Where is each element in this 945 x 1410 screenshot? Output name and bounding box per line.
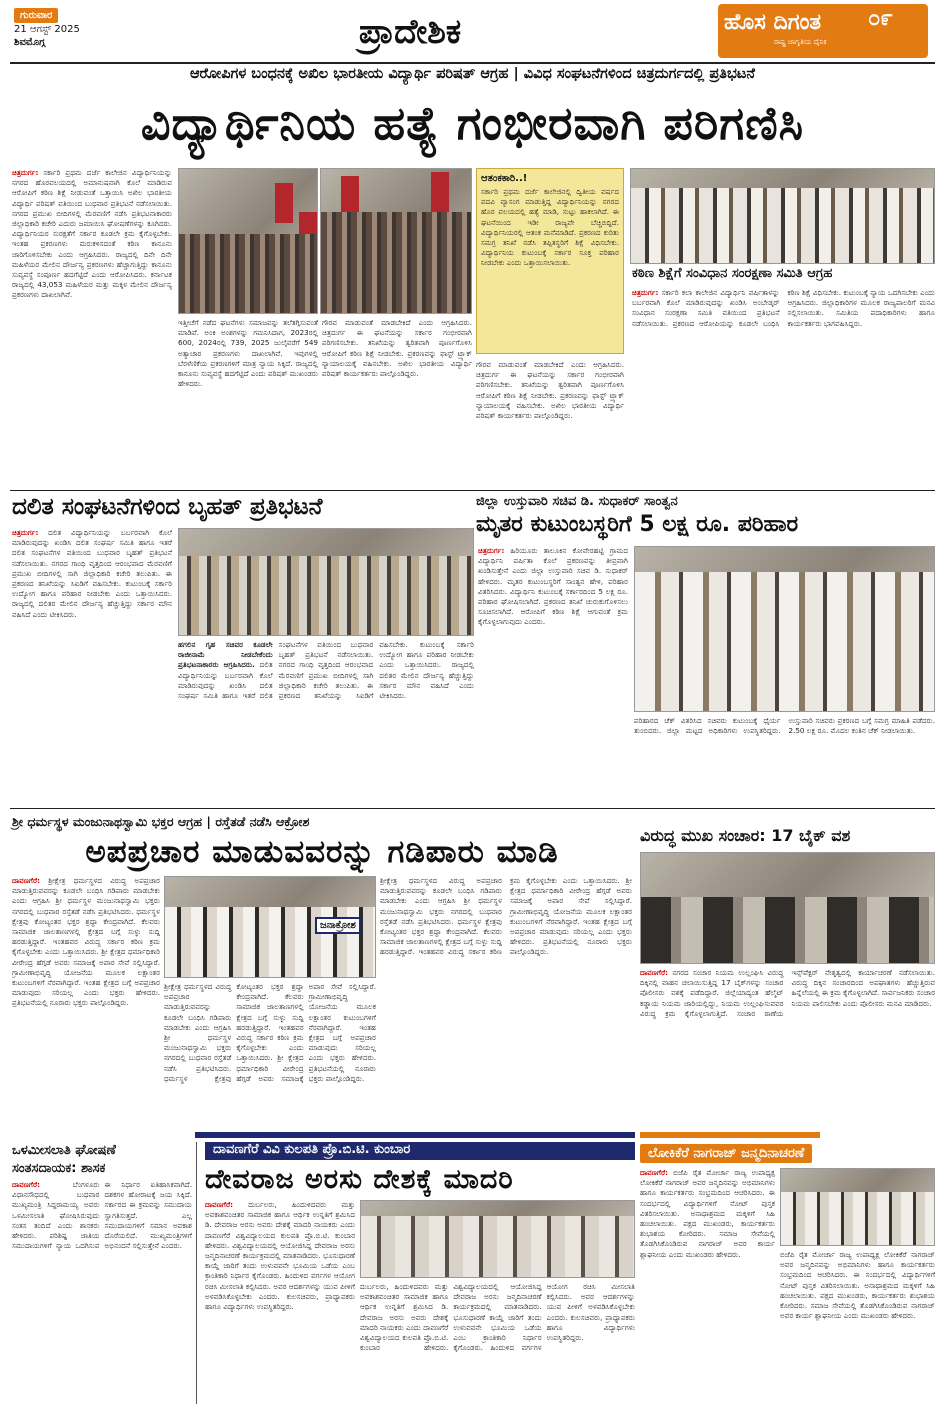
lead-body-col3: ಗೌರವ ಮಾಡುವಂತೆ ಮಾಡಬೇಕಿದೆ ಎಂದು ಆಗ್ರಹಿಸಿದರು. ಚಿತ್ರದುರ್ಗ ಈ ಘಟನೆಯನ್ನು ಸರ್ಕಾರ ಗಂಭೀರವಾಗಿ ಪರಿಗಣಿಸಬೇಕು. ತನಿಖೆಯನ್ನು ತ್ವರಿತವಾಗಿ ಪೂರ್ಣಗೊಳಿಸಿ ಆರೋಪಿಗೆ ಕಠಿಣ ಶಿಕ್ಷೆ ನೀಡಬೇಕು. ಪ್ರಕರಣವನ್ನು ಫಾಸ್ಟ್ ಟ್ರ್ಯಾಕ್ ನ್ಯಾಯಾಲಯಕ್ಕೆ ವಹಿಸಬೇಕು. ಅಖಿಲ ಭಾರತೀಯ ವಿದ್ಯಾರ್ಥಿ ಪರಿಷತ್ ಕಾರ್ಯಕರ್ತರು ಪಾಲ್ಗೊಂಡಿದ್ದರು. xyxy=(322,318,472,379)
relief-text: ಹಿರಿಯೂರು ತಾಲೂಕಿನ ಕೋವೇರಹಟ್ಟಿ ಗ್ರಾಮದ ವಿದ್ಯಾರ್ಥಿನಿ ವರ್ಷಿತಾ ಕೊಲೆ ಪ್ರಕರಣವನ್ನು ತೀವ್ರವಾಗಿ ಖಂಡಿಸುತ್ತೇನೆ ಎಂದು ಜಿಲ್ಲಾ ಉಸ್ತುವಾರಿ ಸಚಿವ ಡಿ. ಸುಧಾಕರ್ ಹೇಳಿದರು. ಮೃತರ ಕುಟುಂಬಸ್ಥರಿಗೆ ಸಾಂತ್ವನ ಹೇಳಿ, ಪರಿಹಾರ ವಿತರಿಸಿದರು. ವಿದ್ಯಾರ್ಥಿನಿ ಕುಟುಂಬಕ್ಕೆ ಸರ್ಕಾರದಿಂದ 5 ಲಕ್ಷ ರೂ. ಪರಿಹಾರ ಘೋಷಿಸಲಾಗಿದೆ. ಪ್ರಕರಣದ ತನಿಖೆ ಚುರುಕುಗೊಳಿಸಲು ಸೂಚಿಸಲಾಗಿದೆ. ಆರೋಪಿಗೆ ಕಠಿಣ ಶಿಕ್ಷೆ ಆಗುವಂತೆ ಕ್ರಮ ಕೈಗೊಳ್ಳಲಾಗುವುದು ಎಂದರು. xyxy=(478,546,628,627)
dharmasthala-body xyxy=(12,876,160,1128)
bikes-photo xyxy=(640,852,935,964)
reservation-body xyxy=(12,1180,192,1404)
lead-body-col1 xyxy=(12,168,172,488)
reservation-dateline: ದಾವಣಗೆರೆ: xyxy=(12,1180,41,1189)
lead-dateline: ಚಿತ್ರದುರ್ಗ: xyxy=(12,168,39,177)
reservation-text: ಬೆಂಗಳೂರು ವಿಧಾನಸೌಧದಲ್ಲಿ ಬುಧವಾರ ಮುಖ್ಯಮಂತ್ರಿ ಸಿದ್ದರಾಮಯ್ಯ ಅವರು ಒಳಮೀಸಲಾತಿ ಘೋಷಿಸಿರುವುದು ಸಂತಸ ತಂದಿದೆ ಎಂದು ಶಾಸಕರು ಹೇಳಿದರು. ಪರಿಶಿಷ್ಟ ಜಾತಿಯ ಸಮುದಾಯಗಳಿಗೆ ನ್ಯಾಯ ಒದಗಿಸುವ ಈ ನಿರ್ಧಾರ ಐತಿಹಾಸಿಕವಾಗಿದೆ. ದಶಕಗಳ ಹೋರಾಟಕ್ಕೆ ಜಯ ಸಿಕ್ಕಿದೆ. ಸರ್ಕಾರದ ಈ ಕ್ರಮವನ್ನು ಸಮುದಾಯ ಸ್ವಾಗತಿಸುತ್ತದೆ. ಎಲ್ಲ ಸಮುದಾಯಗಳಿಗೆ ಸಮಾನ ಅವಕಾಶ ದೊರೆಯಲಿದೆ. ಮುಖ್ಯಮಂತ್ರಿಗಳಿಗೆ ಅಭಿನಂದನೆ ಸಲ್ಲಿಸುತ್ತೇನೆ ಎಂದರು. xyxy=(12,1180,192,1251)
lead-body-col4: ಗೌರವ ಮಾಡುವಂತೆ ಮಾಡಬೇಕಿದೆ ಎಂದು ಆಗ್ರಹಿಸಿದರು. ಚಿತ್ರದುರ್ಗ ಈ ಘಟನೆಯನ್ನು ಸರ್ಕಾರ ಗಂಭೀರವಾಗಿ ಪರಿಗಣಿಸಬೇಕು. ತನಿಖೆಯನ್ನು ತ್ವರಿತವಾಗಿ ಪೂರ್ಣಗೊಳಿಸಿ ಆರೋಪಿಗೆ ಕಠಿಣ ಶಿಕ್ಷೆ ನೀಡಬೇಕು. ಪ್ರಕರಣವನ್ನು ಫಾಸ್ಟ್ ಟ್ರ್ಯಾಕ್ ನ್ಯಾಯಾಲಯಕ್ಕೆ ವಹಿಸಬೇಕು. ಅಖಿಲ ಭಾರತೀಯ ವಿದ್ಯಾರ್ಥಿ ಪರಿಷತ್ ಕಾರ್ಯಕರ್ತರು ಪಾಲ್ಗೊಂಡಿದ್ದರು. xyxy=(476,360,624,421)
lead-kicker: ಆರೋಪಿಗಳ ಬಂಧನಕ್ಕೆ ಅಖಿಲ ಭಾರತೀಯ ವಿದ್ಯಾರ್ಥಿ ಪರಿಷತ್ ಆಗ್ರಹ | ವಿವಿಧ ಸಂಘಟನೆಗಳಿಂದ ಚಿತ್ರದುರ್ಗದಲ್ಲಿ ಪ್ರತಿಭಟನೆ xyxy=(189,66,755,82)
alert-box-title: ಆತಂಕಕಾರಿ..! xyxy=(481,173,528,184)
alert-box-text: ಸರ್ಕಾರಿ ಪ್ರಥಮ ದರ್ಜೆ ಕಾಲೇಜಿನಲ್ಲಿ ದ್ವಿತೀಯ ವರ್ಷದ ಪದವಿ ವ್ಯಾಸಂಗ ಮಾಡುತ್ತಿದ್ದ ವಿದ್ಯಾರ್ಥಿನಿಯನ್ನು ನಗರದ ಹೊರ ವಲಯದಲ್ಲಿ ಹತ್ಯೆ ಮಾಡಿ, ಸುಟ್ಟು ಹಾಕಲಾಗಿದೆ. ಈ ಘಟನೆಯಿಂದ ಇಡೀ ರಾಜ್ಯವೇ ಬೆಚ್ಚಿಬಿದ್ದಿದೆ. ವಿದ್ಯಾರ್ಥಿನಿಯರಲ್ಲಿ ಆತಂಕ ಮನೆಮಾಡಿದೆ. ಪ್ರಕರಣದ ಕುರಿತು ಸಮಗ್ರ ತನಿಖೆ ನಡೆಸಿ ತಪ್ಪಿತಸ್ಥರಿಗೆ ಶಿಕ್ಷೆ ವಿಧಿಸಬೇಕು. ವಿದ್ಯಾರ್ಥಿನಿಯ ಕುಟುಂಬಕ್ಕೆ ಸರ್ಕಾರ ಸೂಕ್ತ ಪರಿಹಾರ ನೀಡಬೇಕು ಎಂದು ಒತ್ತಾಯಿಸಲಾಯಿತು. xyxy=(481,187,619,268)
brand-tagline: ರಾಷ್ಟ್ರ ಜಾಗೃತಿಯ ದೈನಿಕ xyxy=(774,38,827,46)
relief-headline: ಮೃತರ ಕುಟುಂಬಸ್ಥರಿಗೆ 5 ಲಕ್ಷ ರೂ. ಪರಿಹಾರ xyxy=(476,512,799,537)
lead-photo-crowd xyxy=(320,168,472,314)
weekday: ಗುರುವಾರ xyxy=(14,8,58,23)
samiti-headline: ಕಠಿಣ ಶಿಕ್ಷೆಗೆ ಸಂವಿಧಾನ ಸಂರಕ್ಷಣಾ ಸಮಿತಿ ಆಗ್ರಹ xyxy=(632,266,833,281)
janakrosha-banner: ಜನಾಕ್ರೋಶ xyxy=(315,917,361,934)
relief-kicker: ಜಿಲ್ಲಾ ಉಸ್ತುವಾರಿ ಸಚಿವ ಡಿ. ಸುಧಾಕರ್ ಸಾಂತ್ವನ xyxy=(476,494,678,509)
lokikere-headline: ಲೋಕಿಕೆರೆ ನಾಗರಾಜ್ ಜನ್ಮದಿನಾಚರಣೆ xyxy=(640,1144,812,1163)
relief-body-2: ಪರಿಹಾರದ ಚೆಕ್ ವಿತರಿಸಿದ ಸಚಿವರು ಕುಟುಂಬಕ್ಕೆ ಧೈರ್ಯ ತುಂಬಿದರು. ಜಿಲ್ಲಾ ಮಟ್ಟದ ಅಧಿಕಾರಿಗಳು ಉಪಸ್ಥಿತರಿದ್ದರು. ಉಸ್ತುವಾರಿ ಸಚಿವರು ಪ್ರಕರಣದ ಬಗ್ಗೆ ಸಮಗ್ರ ಮಾಹಿತಿ ಪಡೆದರು. 2.50 ಲಕ್ಷ ರೂ. ಮೊದಲ ಕಂತಿನ ಚೆಕ್ ನೀಡಲಾಯಿತು. xyxy=(634,716,935,736)
dalit-body xyxy=(12,528,172,804)
dharmasthala-body-3: ಶ್ರೀಕ್ಷೇತ್ರ ಧರ್ಮಸ್ಥಳದ ವಿರುದ್ಧ ಅಪಪ್ರಚಾರ ಮಾಡುತ್ತಿರುವವರನ್ನು ಕೂಡಲೇ ಬಂಧಿಸಿ ಗಡಿಪಾರು ಮಾಡಬೇಕು ಎಂದು ಆಗ್ರಹಿಸಿ ಶ್ರೀ ಧರ್ಮಸ್ಥಳ ಮಂಜುನಾಥಸ್ವಾಮಿ ಭಕ್ತರು ನಗರದಲ್ಲಿ ಬುಧವಾರ ರಸ್ತೆತಡೆ ನಡೆಸಿ ಪ್ರತಿಭಟಿಸಿದರು. ಧರ್ಮಸ್ಥಳ ಕ್ಷೇತ್ರವು ಕೋಟ್ಯಂತರ ಭಕ್ತರ ಶ್ರದ್ಧಾ ಕೇಂದ್ರವಾಗಿದೆ. ಕೆಲವರು ಸಾಮಾಜಿಕ ಜಾಲತಾಣಗಳಲ್ಲಿ ಕ್ಷೇತ್ರದ ಬಗ್ಗೆ ಸುಳ್ಳು ಸುದ್ದಿ ಹರಡುತ್ತಿದ್ದಾರೆ. ಇಂತಹವರ ವಿರುದ್ಧ ಸರ್ಕಾರ ಕಠಿಣ ಕ್ರಮ ಕೈಗೊಳ್ಳಬೇಕು ಎಂದು ಒತ್ತಾಯಿಸಿದರು. ಶ್ರೀ ಕ್ಷೇತ್ರದ ಧರ್ಮಾಧಿಕಾರಿ ವೀರೇಂದ್ರ ಹೆಗ್ಗಡೆ ಅವರು ಸಮಾಜಕ್ಕೆ ಅಪಾರ ಸೇವೆ ಸಲ್ಲಿಸಿದ್ದಾರೆ. ಗ್ರಾಮೀಣಾಭಿವೃದ್ಧಿ ಯೋಜನೆಯ ಮೂಲಕ ಲಕ್ಷಾಂತರ ಕುಟುಂಬಗಳಿಗೆ ನೆರವಾಗಿದ್ದಾರೆ. ಇಂತಹ ಕ್ಷೇತ್ರದ ಬಗ್ಗೆ ಅಪಪ್ರಚಾರ ಮಾಡುವುದು ಸರಿಯಲ್ಲ ಎಂದು ಭಕ್ತರು ಹೇಳಿದರು. ಪ್ರತಿಭಟನೆಯಲ್ಲಿ ನೂರಾರು ಭಕ್ತರು ಪಾಲ್ಗೊಂಡಿದ್ದರು. xyxy=(380,876,632,957)
dharmasthala-kicker: ಶ್ರೀ ಧರ್ಮಸ್ಥಳ ಮಂಜುನಾಥಸ್ವಾಮಿ ಭಕ್ತರ ಆಗ್ರಹ | ರಸ್ತೆತಡೆ ನಡೆಸಿ ಆಕ್ರೋಶ xyxy=(12,814,310,829)
lokikere-photo xyxy=(780,1168,935,1246)
dalit-photo xyxy=(178,528,474,636)
alert-box xyxy=(476,168,624,354)
bikes-body xyxy=(640,968,935,1128)
relief-photo-minister xyxy=(634,546,935,712)
city: ಶಿವಮೊಗ್ಗ xyxy=(14,37,46,48)
lead-photo-protest xyxy=(178,168,318,314)
relief-dateline: ಚಿತ್ರದುರ್ಗ: xyxy=(478,546,505,555)
date: 21 ಆಗಸ್ಟ್ 2025 xyxy=(14,24,80,35)
masthead-logo xyxy=(718,4,928,58)
lead-text-1: ಸರ್ಕಾರಿ ಪ್ರಥಮ ದರ್ಜೆ ಕಾಲೇಜಿನ ವಿದ್ಯಾರ್ಥಿನಿಯನ್ನು ನಗರದ ಹೊರವಲಯದಲ್ಲಿ ಅಮಾನುಷವಾಗಿ ಕೊಲೆ ಮಾಡಿರುವ ಆರೋಪಿಗೆ ಕಠಿಣ ಶಿಕ್ಷೆ ನೀಡುವಂತೆ ಒತ್ತಾಯಿಸಿ ಅಖಿಲ ಭಾರತೀಯ ವಿದ್ಯಾರ್ಥಿ ಪರಿಷತ್ ವತಿಯಿಂದ ಬುಧವಾರ ಪ್ರತಿಭಟನೆ ನಡೆಸಲಾಯಿತು. ನಗರದ ಪ್ರಮುಖ ಬೀದಿಗಳಲ್ಲಿ ಮೆರವಣಿಗೆ ನಡೆಸಿ ಪ್ರತಿಭಟನಾಕಾರರು ಜಿಲ್ಲಾಧಿಕಾರಿ ಕಚೇರಿ ಎದುರು ಜಮಾಯಿಸಿ ಘೋಷಣೆಗಳನ್ನು ಕೂಗಿದರು. ವಿದ್ಯಾರ್ಥಿನಿಯರ ಸುರಕ್ಷತೆಗೆ ಸರ್ಕಾರ ಕೂಡಲೇ ಕ್ರಮ ಕೈಗೊಳ್ಳಬೇಕು. ಇಂತಹ ಪ್ರಕರಣಗಳು ಮರುಕಳಿಸದಂತೆ ಕಠಿಣ ಕಾನೂನು ಜಾರಿಗೊಳಿಸಬೇಕು ಎಂದು ಆಗ್ರಹಿಸಿದರು. ರಾಜ್ಯದಲ್ಲಿ ದಿನೇ ದಿನೇ ಮಹಿಳೆಯರ ಮೇಲಿನ ದೌರ್ಜನ್ಯ ಪ್ರಕರಣಗಳು ಹೆಚ್ಚಾಗುತ್ತಿದ್ದು ಕಾನೂನು ಸುವ್ಯವಸ್ಥೆ ಸಂಪೂರ್ಣ ಹದಗೆಟ್ಟಿದೆ ಎಂದು ಆರೋಪಿಸಿದರು. ಕರ್ನಾಟಕ ರಾಜ್ಯದಲ್ಲಿ 43,053 ಮಹಿಳೆಯರ ಮತ್ತು ಮಕ್ಕಳ ಮೇಲಿನ ದೌರ್ಜನ್ಯ ಪ್ರಕರಣಗಳು ದಾಖಲಾಗಿವೆ. xyxy=(12,168,172,300)
lokikere-headline-wrap xyxy=(640,1142,935,1162)
devaraj-kicker: ದಾವಣಗೆರೆ ವಿವಿ ಕುಲಪತಿ ಪ್ರೊ.ಬಿ.ಟಿ. ಕುಂಬಾರ xyxy=(205,1142,635,1160)
dalit-dateline: ಚಿತ್ರದುರ್ಗ: xyxy=(12,528,39,537)
devaraj-body-2: ದುರ್ಬಲರು, ಹಿಂದುಳಿದವರು ಮತ್ತು ಅವಕಾಶವಂಚಿತರ ಸಾಮಾಜಿಕ ಹಾಗೂ ಆರ್ಥಿಕ ಉನ್ನತಿಗೆ ಶ್ರಮಿಸಿದ ಡಿ. ದೇವರಾಜ ಅರಸು ಅವರು ದೇಶಕ್ಕೆ ಮಾದರಿ ನಾಯಕರು ಎಂದು ದಾವಣಗೆರೆ ವಿಶ್ವವಿದ್ಯಾಲಯದ ಕುಲಪತಿ ಪ್ರೊ.ಬಿ.ಟಿ. ಕುಂಬಾರ ಹೇಳಿದರು. ವಿಶ್ವವಿದ್ಯಾಲಯದಲ್ಲಿ ಆಯೋಜಿಸಿದ್ದ ದೇವರಾಜ ಅರಸು ಜನ್ಮದಿನಾಚರಣೆ ಕಾರ್ಯಕ್ರಮದಲ್ಲಿ ಮಾತನಾಡಿದರು. ಭೂಸುಧಾರಣೆ ಕಾಯ್ದೆ ಜಾರಿಗೆ ತಂದು ಉಳುವವನೇ ಭೂಮಿಯ ಒಡೆಯ ಎಂಬ ಕ್ರಾಂತಿಕಾರಿ ನಿರ್ಧಾರ ಕೈಗೊಂಡರು. ಹಿಂದುಳಿದ ವರ್ಗಗಳ ಆಯೋಗ ರಚಿಸಿ ಮೀಸಲಾತಿ ಕಲ್ಪಿಸಿದರು. ಅವರ ಆದರ್ಶಗಳನ್ನು ಯುವ ಪೀಳಿಗೆ ಅಳವಡಿಸಿಕೊಳ್ಳಬೇಕು ಎಂದರು. ಕುಲಸಚಿವರು, ಪ್ರಾಧ್ಯಾಪಕರು ಹಾಗೂ ವಿದ್ಯಾರ್ಥಿಗಳು ಉಪಸ್ಥಿತರಿದ್ದರು. xyxy=(360,1282,635,1353)
bikes-headline: ವಿರುದ್ಧ ಮುಖ ಸಂಚಾರ: 17 ಬೈಕ್ ವಶ xyxy=(640,826,851,845)
lead-body-col2: ಇತ್ತೀಚೆಗೆ ನಡೆದ ಘಟನೆಗಳು ಸಮಾಜವನ್ನು ತಲೆತಗ್ಗಿಸುವಂತೆ ಮಾಡಿವೆ. ಅಂಕಿ ಅಂಶಗಳನ್ನು ಗಮನಿಸಿದಾಗ, 2023ರಲ್ಲಿ 600, 2024ರಲ್ಲಿ 739, 2025 ಜುಲೈವರೆಗೆ 549 ಅತ್ಯಾಚಾರ ಪ್ರಕರಣಗಳು ದಾಖಲಾಗಿವೆ. ಇವುಗಳಲ್ಲಿ ಬೆರಳೆಣಿಕೆಯ ಪ್ರಕರಣಗಳಿಗೆ ಮಾತ್ರ ನ್ಯಾಯ ಸಿಕ್ಕಿದೆ. ರಾಜ್ಯದಲ್ಲಿ ಕಾನೂನು ಸುವ್ಯವಸ್ಥೆ ಹದಗೆಟ್ಟಿದೆ ಎಂದು ಪರಿಷತ್ ಮುಖಂಡರು ಹೇಳಿದರು. xyxy=(178,318,318,389)
row-rule-2 xyxy=(10,808,935,809)
samiti-text: ಸರ್ಕಾರಿ ಕಲಾ ಕಾಲೇಜಿನ ವಿದ್ಯಾರ್ಥಿನಿ ವರ್ಷಿತಾಳನ್ನು ಬರ್ಬರವಾಗಿ ಕೊಲೆ ಮಾಡಿರುವುದನ್ನು ಖಂಡಿಸಿ ಅಂಬೇಡ್ಕರ್ ಸಂವಿಧಾನ ಸಂರಕ್ಷಣಾ ಸಮಿತಿ ವತಿಯಿಂದ ಪ್ರತಿಭಟನೆ ನಡೆಸಲಾಯಿತು. ಪ್ರಕರಣದ ಆರೋಪಿಯನ್ನು ಕೂಡಲೇ ಬಂಧಿಸಿ ಕಠಿಣ ಶಿಕ್ಷೆ ವಿಧಿಸಬೇಕು. ಕುಟುಂಬಕ್ಕೆ ನ್ಯಾಯ ಒದಗಿಸಬೇಕು ಎಂದು ಆಗ್ರಹಿಸಿದರು. ಜಿಲ್ಲಾಧಿಕಾರಿಗಳ ಮೂಲಕ ರಾಜ್ಯಪಾಲರಿಗೆ ಮನವಿ ಸಲ್ಲಿಸಲಾಯಿತು. ಸಮಿತಿಯ ಪದಾಧಿಕಾರಿಗಳು ಹಾಗೂ ಕಾರ್ಯಕರ್ತರು ಭಾಗವಹಿಸಿದ್ದರು. xyxy=(632,288,935,328)
lokikere-dateline: ದಾವಣಗೆರೆ: xyxy=(640,1168,669,1177)
devaraj-dateline: ದಾವಣಗೆರೆ: xyxy=(205,1200,234,1209)
dalit-text-2: ದಲಿತ ವಿದ್ಯಾರ್ಥಿನಿಯನ್ನು ಬರ್ಬರವಾಗಿ ಕೊಲೆ ಮಾಡಿರುವುದನ್ನು ಖಂಡಿಸಿ ದಲಿತ ಸಂಘರ್ಷ ಸಮಿತಿ ಹಾಗೂ ಇತರೆ ದಲಿತ ಸಂಘಟನೆಗಳ ವತಿಯಿಂದ ಬುಧವಾರ ಬೃಹತ್ ಪ್ರತಿಭಟನೆ ನಡೆಸಲಾಯಿತು. ನಗರದ ಗಾಂಧಿ ವೃತ್ತದಿಂದ ಆರಂಭವಾದ ಮೆರವಣಿಗೆ ಪ್ರಮುಖ ಬೀದಿಗಳಲ್ಲಿ ಸಾಗಿ ಜಿಲ್ಲಾಧಿಕಾರಿ ಕಚೇರಿ ತಲುಪಿತು. ಈ ಪ್ರಕರಣದ ತನಿಖೆಯನ್ನು ಸಿಐಡಿಗೆ ವಹಿಸಬೇಕು. ಕುಟುಂಬಕ್ಕೆ ಸರ್ಕಾರಿ ಉದ್ಯೋಗ ಹಾಗೂ ಪರಿಹಾರ ನೀಡಬೇಕು ಎಂದು ಒತ್ತಾಯಿಸಿದರು. ರಾಜ್ಯದಲ್ಲಿ ದಲಿತರ ಮೇಲಿನ ದೌರ್ಜನ್ಯ ಹೆಚ್ಚುತ್ತಿದ್ದು ಸರ್ಕಾರ ಮೌನ ವಹಿಸಿದೆ ಎಂದು ಟೀಕಿಸಿದರು. xyxy=(178,640,474,701)
header-rule xyxy=(10,62,935,64)
reservation-headline xyxy=(12,1142,192,1178)
edition-date-block xyxy=(14,8,134,48)
section-title: ಪ್ರಾದೇಶಿಕ xyxy=(358,12,462,52)
dalit-body-2 xyxy=(178,640,474,804)
devaraj-photo xyxy=(360,1200,635,1278)
dharmasthala-headline: ಅಪಪ್ರಚಾರ ಮಾಡುವವರನ್ನು ಗಡಿಪಾರು ಮಾಡಿ xyxy=(85,834,559,870)
samiti-group-photo xyxy=(630,168,935,264)
relief-body xyxy=(478,546,628,804)
dharmasthala-body-2: ಶ್ರೀಕ್ಷೇತ್ರ ಧರ್ಮಸ್ಥಳದ ವಿರುದ್ಧ ಅಪಪ್ರಚಾರ ಮಾಡುತ್ತಿರುವವರನ್ನು ಕೂಡಲೇ ಬಂಧಿಸಿ ಗಡಿಪಾರು ಮಾಡಬೇಕು ಎಂದು ಆಗ್ರಹಿಸಿ ಶ್ರೀ ಧರ್ಮಸ್ಥಳ ಮಂಜುನಾಥಸ್ವಾಮಿ ಭಕ್ತರು ನಗರದಲ್ಲಿ ಬುಧವಾರ ರಸ್ತೆತಡೆ ನಡೆಸಿ ಪ್ರತಿಭಟಿಸಿದರು. ಧರ್ಮಸ್ಥಳ ಕ್ಷೇತ್ರವು ಕೋಟ್ಯಂತರ ಭಕ್ತರ ಶ್ರದ್ಧಾ ಕೇಂದ್ರವಾಗಿದೆ. ಕೆಲವರು ಸಾಮಾಜಿಕ ಜಾಲತಾಣಗಳಲ್ಲಿ ಕ್ಷೇತ್ರದ ಬಗ್ಗೆ ಸುಳ್ಳು ಸುದ್ದಿ ಹರಡುತ್ತಿದ್ದಾರೆ. ಇಂತಹವರ ವಿರುದ್ಧ ಸರ್ಕಾರ ಕಠಿಣ ಕ್ರಮ ಕೈಗೊಳ್ಳಬೇಕು ಎಂದು ಒತ್ತಾಯಿಸಿದರು. ಶ್ರೀ ಕ್ಷೇತ್ರದ ಧರ್ಮಾಧಿಕಾರಿ ವೀರೇಂದ್ರ ಹೆಗ್ಗಡೆ ಅವರು ಸಮಾಜಕ್ಕೆ ಅಪಾರ ಸೇವೆ ಸಲ್ಲಿಸಿದ್ದಾರೆ. ಗ್ರಾಮೀಣಾಭಿವೃದ್ಧಿ ಯೋಜನೆಯ ಮೂಲಕ ಲಕ್ಷಾಂತರ ಕುಟುಂಬಗಳಿಗೆ ನೆರವಾಗಿದ್ದಾರೆ. ಇಂತಹ ಕ್ಷೇತ್ರದ ಬಗ್ಗೆ ಅಪಪ್ರಚಾರ ಮಾಡುವುದು ಸರಿಯಲ್ಲ ಎಂದು ಭಕ್ತರು ಹೇಳಿದರು. ಪ್ರತಿಭಟನೆಯಲ್ಲಿ ನೂರಾರು ಭಕ್ತರು ಪಾಲ್ಗೊಂಡಿದ್ದರು. xyxy=(164,982,376,1083)
reservation-headline-l2: ಸಂತಸದಾಯಕ: ಶಾಸಕ xyxy=(12,1161,106,1176)
column-divider xyxy=(196,1142,197,1404)
lead-headline: ವಿದ್ಯಾರ್ಥಿನಿಯ ಹತ್ಯೆ ಗಂಭೀರವಾಗಿ ಪರಿಗಣಿಸಿ xyxy=(140,96,805,150)
dharmasthala-text: ಶ್ರೀಕ್ಷೇತ್ರ ಧರ್ಮಸ್ಥಳದ ವಿರುದ್ಧ ಅಪಪ್ರಚಾರ ಮಾಡುತ್ತಿರುವವರನ್ನು ಕೂಡಲೇ ಬಂಧಿಸಿ ಗಡಿಪಾರು ಮಾಡಬೇಕು ಎಂದು ಆಗ್ರಹಿಸಿ ಶ್ರೀ ಧರ್ಮಸ್ಥಳ ಮಂಜುನಾಥಸ್ವಾಮಿ ಭಕ್ತರು ನಗರದಲ್ಲಿ ಬುಧವಾರ ರಸ್ತೆತಡೆ ನಡೆಸಿ ಪ್ರತಿಭಟಿಸಿದರು. ಧರ್ಮಸ್ಥಳ ಕ್ಷೇತ್ರವು ಕೋಟ್ಯಂತರ ಭಕ್ತರ ಶ್ರದ್ಧಾ ಕೇಂದ್ರವಾಗಿದೆ. ಕೆಲವರು ಸಾಮಾಜಿಕ ಜಾಲತಾಣಗಳಲ್ಲಿ ಕ್ಷೇತ್ರದ ಬಗ್ಗೆ ಸುಳ್ಳು ಸುದ್ದಿ ಹರಡುತ್ತಿದ್ದಾರೆ. ಇಂತಹವರ ವಿರುದ್ಧ ಸರ್ಕಾರ ಕಠಿಣ ಕ್ರಮ ಕೈಗೊಳ್ಳಬೇಕು ಎಂದು ಒತ್ತಾಯಿಸಿದರು. ಶ್ರೀ ಕ್ಷೇತ್ರದ ಧರ್ಮಾಧಿಕಾರಿ ವೀರೇಂದ್ರ ಹೆಗ್ಗಡೆ ಅವರು ಸಮಾಜಕ್ಕೆ ಅಪಾರ ಸೇವೆ ಸಲ್ಲಿಸಿದ್ದಾರೆ. ಗ್ರಾಮೀಣಾಭಿವೃದ್ಧಿ ಯೋಜನೆಯ ಮೂಲಕ ಲಕ್ಷಾಂತರ ಕುಟುಂಬಗಳಿಗೆ ನೆರವಾಗಿದ್ದಾರೆ. ಇಂತಹ ಕ್ಷೇತ್ರದ ಬಗ್ಗೆ ಅಪಪ್ರಚಾರ ಮಾಡುವುದು ಸರಿಯಲ್ಲ ಎಂದು ಭಕ್ತರು ಹೇಳಿದರು. ಪ್ರತಿಭಟನೆಯಲ್ಲಿ ನೂರಾರು ಭಕ್ತರು ಪಾಲ್ಗೊಂಡಿದ್ದರು. xyxy=(12,876,160,1008)
dalit-text: ದಲಿತ ವಿದ್ಯಾರ್ಥಿನಿಯನ್ನು ಬರ್ಬರವಾಗಿ ಕೊಲೆ ಮಾಡಿರುವುದನ್ನು ಖಂಡಿಸಿ ದಲಿತ ಸಂಘರ್ಷ ಸಮಿತಿ ಹಾಗೂ ಇತರೆ ದಲಿತ ಸಂಘಟನೆಗಳ ವತಿಯಿಂದ ಬುಧವಾರ ಬೃಹತ್ ಪ್ರತಿಭಟನೆ ನಡೆಸಲಾಯಿತು. ನಗರದ ಗಾಂಧಿ ವೃತ್ತದಿಂದ ಆರಂಭವಾದ ಮೆರವಣಿಗೆ ಪ್ರಮುಖ ಬೀದಿಗಳಲ್ಲಿ ಸಾಗಿ ಜಿಲ್ಲಾಧಿಕಾರಿ ಕಚೇರಿ ತಲುಪಿತು. ಈ ಪ್ರಕರಣದ ತನಿಖೆಯನ್ನು ಸಿಐಡಿಗೆ ವಹಿಸಬೇಕು. ಕುಟುಂಬಕ್ಕೆ ಸರ್ಕಾರಿ ಉದ್ಯೋಗ ಹಾಗೂ ಪರಿಹಾರ ನೀಡಬೇಕು ಎಂದು ಒತ್ತಾಯಿಸಿದರು. ರಾಜ್ಯದಲ್ಲಿ ದಲಿತರ ಮೇಲಿನ ದೌರ್ಜನ್ಯ ಹೆಚ್ಚುತ್ತಿದ್ದು ಸರ್ಕಾರ ಮೌನ ವಹಿಸಿದೆ ಎಂದು ಟೀಕಿಸಿದರು. xyxy=(12,528,172,619)
devaraj-body xyxy=(205,1200,355,1404)
devaraj-headline: ದೇವರಾಜ ಅರಸು ದೇಶಕ್ಕೆ ಮಾದರಿ xyxy=(205,1164,514,1195)
dalit-headline: ದಲಿತ ಸಂಘಟನೆಗಳಿಂದ ಬೃಹತ್ ಪ್ರತಿಭಟನೆ xyxy=(12,494,323,520)
dharmasthala-photo xyxy=(164,876,376,978)
page-number: ೦೯ xyxy=(868,6,893,31)
samiti-body xyxy=(632,288,935,488)
lokikere-body xyxy=(640,1168,775,1404)
bikes-dateline: ದಾವಣಗೆರೆ: xyxy=(640,968,669,977)
section-bar-orange xyxy=(640,1132,820,1138)
brand-name: ಹೊಸ ದಿಗಂತ xyxy=(724,10,822,35)
dalit-photo-caption: ಹಗಲಿನ ಗೃಹ ಸಚಿವರ ಕೂಡಲೇ ರಾಜೀನಾಮೆ ನೀಡಬೇಕೆಂದು ಪ್ರತಿಭಟನಾಕಾರರು ಆಗ್ರಹಿಸಿದರು. xyxy=(178,640,273,670)
dharmasthala-dateline: ದಾವಣಗೆರೆ: xyxy=(12,876,41,885)
section-bar-blue xyxy=(195,1132,635,1138)
row-rule-1 xyxy=(10,490,935,491)
reservation-headline-l1: ಒಳಮೀಸಲಾತಿ ಘೋಷಣೆ xyxy=(12,1143,116,1158)
bikes-text: ನಗರದ ಸಂಚಾರ ನಿಯಮ ಉಲ್ಲಂಘಿಸಿ ವಿರುದ್ಧ ದಿಕ್ಕಿನಲ್ಲಿ ವಾಹನ ಚಲಾಯಿಸುತ್ತಿದ್ದ 17 ಬೈಕ್‌ಗಳನ್ನು ಸಂಚಾರ ಪೊಲೀಸರು ವಶಕ್ಕೆ ಪಡೆದಿದ್ದಾರೆ. ಜಿಲ್ಲೆಯಾದ್ಯಂತ ಹೆಲ್ಮೆಟ್ ಕಡ್ಡಾಯ ನಿಯಮ ಜಾರಿಯಲ್ಲಿದ್ದು, ನಿಯಮ ಉಲ್ಲಂಘಿಸುವವರ ವಿರುದ್ಧ ಕ್ರಮ ಕೈಗೊಳ್ಳಲಾಗುತ್ತಿದೆ. ಸಂಚಾರ ಠಾಣೆಯ ಇನ್ಸ್‌ಪೆಕ್ಟರ್ ನೇತೃತ್ವದಲ್ಲಿ ಕಾರ್ಯಾಚರಣೆ ನಡೆಸಲಾಯಿತು. ವಿರುದ್ಧ ದಿಕ್ಕಿನ ಸಂಚಾರದಿಂದ ಅಪಘಾತಗಳು ಹೆಚ್ಚುತ್ತಿರುವ ಹಿನ್ನೆಲೆಯಲ್ಲಿ ಈ ಕ್ರಮ ಕೈಗೊಳ್ಳಲಾಗಿದೆ. ಸಾರ್ವಜನಿಕರು ಸಂಚಾರ ನಿಯಮ ಪಾಲಿಸಬೇಕು ಎಂದು ಪೊಲೀಸರು ಮನವಿ ಮಾಡಿದರು. xyxy=(640,968,935,1018)
lokikere-text: ಬಿಜೆಪಿ ರೈತ ಮೋರ್ಚಾ ರಾಜ್ಯ ಉಪಾಧ್ಯಕ್ಷ ಲೋಕಿಕೆರೆ ನಾಗರಾಜ್ ಅವರ ಜನ್ಮದಿನವನ್ನು ಅಭಿಮಾನಿಗಳು ಹಾಗೂ ಕಾರ್ಯಕರ್ತರು ಸಂಭ್ರಮದಿಂದ ಆಚರಿಸಿದರು. ಈ ಸಂದರ್ಭದಲ್ಲಿ ವಿದ್ಯಾರ್ಥಿಗಳಿಗೆ ನೋಟ್ ಪುಸ್ತಕ ವಿತರಿಸಲಾಯಿತು. ಅನಾಥಾಶ್ರಮದ ಮಕ್ಕಳಿಗೆ ಸಿಹಿ ಹಂಚಲಾಯಿತು. ಪಕ್ಷದ ಮುಖಂಡರು, ಕಾರ್ಯಕರ್ತರು ಶುಭಾಶಯ ಕೋರಿದರು. ಸಮಾಜ ಸೇವೆಯಲ್ಲಿ ತೊಡಗಿಸಿಕೊಂಡಿರುವ ನಾಗರಾಜ್ ಅವರ ಕಾರ್ಯ ಶ್ಲಾಘನೀಯ ಎಂದು ಮುಖಂಡರು ಹೇಳಿದರು. xyxy=(640,1168,775,1259)
devaraj-text: ದುರ್ಬಲರು, ಹಿಂದುಳಿದವರು ಮತ್ತು ಅವಕಾಶವಂಚಿತರ ಸಾಮಾಜಿಕ ಹಾಗೂ ಆರ್ಥಿಕ ಉನ್ನತಿಗೆ ಶ್ರಮಿಸಿದ ಡಿ. ದೇವರಾಜ ಅರಸು ಅವರು ದೇಶಕ್ಕೆ ಮಾದರಿ ನಾಯಕರು ಎಂದು ದಾವಣಗೆರೆ ವಿಶ್ವವಿದ್ಯಾಲಯದ ಕುಲಪತಿ ಪ್ರೊ.ಬಿ.ಟಿ. ಕುಂಬಾರ ಹೇಳಿದರು. ವಿಶ್ವವಿದ್ಯಾಲಯದಲ್ಲಿ ಆಯೋಜಿಸಿದ್ದ ದೇವರಾಜ ಅರಸು ಜನ್ಮದಿನಾಚರಣೆ ಕಾರ್ಯಕ್ರಮದಲ್ಲಿ ಮಾತನಾಡಿದರು. ಭೂಸುಧಾರಣೆ ಕಾಯ್ದೆ ಜಾರಿಗೆ ತಂದು ಉಳುವವನೇ ಭೂಮಿಯ ಒಡೆಯ ಎಂಬ ಕ್ರಾಂತಿಕಾರಿ ನಿರ್ಧಾರ ಕೈಗೊಂಡರು. ಹಿಂದುಳಿದ ವರ್ಗಗಳ ಆಯೋಗ ರಚಿಸಿ ಮೀಸಲಾತಿ ಕಲ್ಪಿಸಿದರು. ಅವರ ಆದರ್ಶಗಳನ್ನು ಯುವ ಪೀಳಿಗೆ ಅಳವಡಿಸಿಕೊಳ್ಳಬೇಕು ಎಂದರು. ಕುಲಸಚಿವರು, ಪ್ರಾಧ್ಯಾಪಕರು ಹಾಗೂ ವಿದ್ಯಾರ್ಥಿಗಳು ಉಪಸ್ಥಿತರಿದ್ದರು. xyxy=(205,1200,355,1312)
samiti-dateline: ಚಿತ್ರದುರ್ಗ: xyxy=(632,288,659,297)
lokikere-body-2: ಬಿಜೆಪಿ ರೈತ ಮೋರ್ಚಾ ರಾಜ್ಯ ಉಪಾಧ್ಯಕ್ಷ ಲೋಕಿಕೆರೆ ನಾಗರಾಜ್ ಅವರ ಜನ್ಮದಿನವನ್ನು ಅಭಿಮಾನಿಗಳು ಹಾಗೂ ಕಾರ್ಯಕರ್ತರು ಸಂಭ್ರಮದಿಂದ ಆಚರಿಸಿದರು. ಈ ಸಂದರ್ಭದಲ್ಲಿ ವಿದ್ಯಾರ್ಥಿಗಳಿಗೆ ನೋಟ್ ಪುಸ್ತಕ ವಿತರಿಸಲಾಯಿತು. ಅನಾಥಾಶ್ರಮದ ಮಕ್ಕಳಿಗೆ ಸಿಹಿ ಹಂಚಲಾಯಿತು. ಪಕ್ಷದ ಮುಖಂಡರು, ಕಾರ್ಯಕರ್ತರು ಶುಭಾಶಯ ಕೋರಿದರು. ಸಮಾಜ ಸೇವೆಯಲ್ಲಿ ತೊಡಗಿಸಿಕೊಂಡಿರುವ ನಾಗರಾಜ್ ಅವರ ಕಾರ್ಯ ಶ್ಲಾಘನೀಯ ಎಂದು ಮುಖಂಡರು ಹೇಳಿದರು. xyxy=(780,1250,935,1321)
